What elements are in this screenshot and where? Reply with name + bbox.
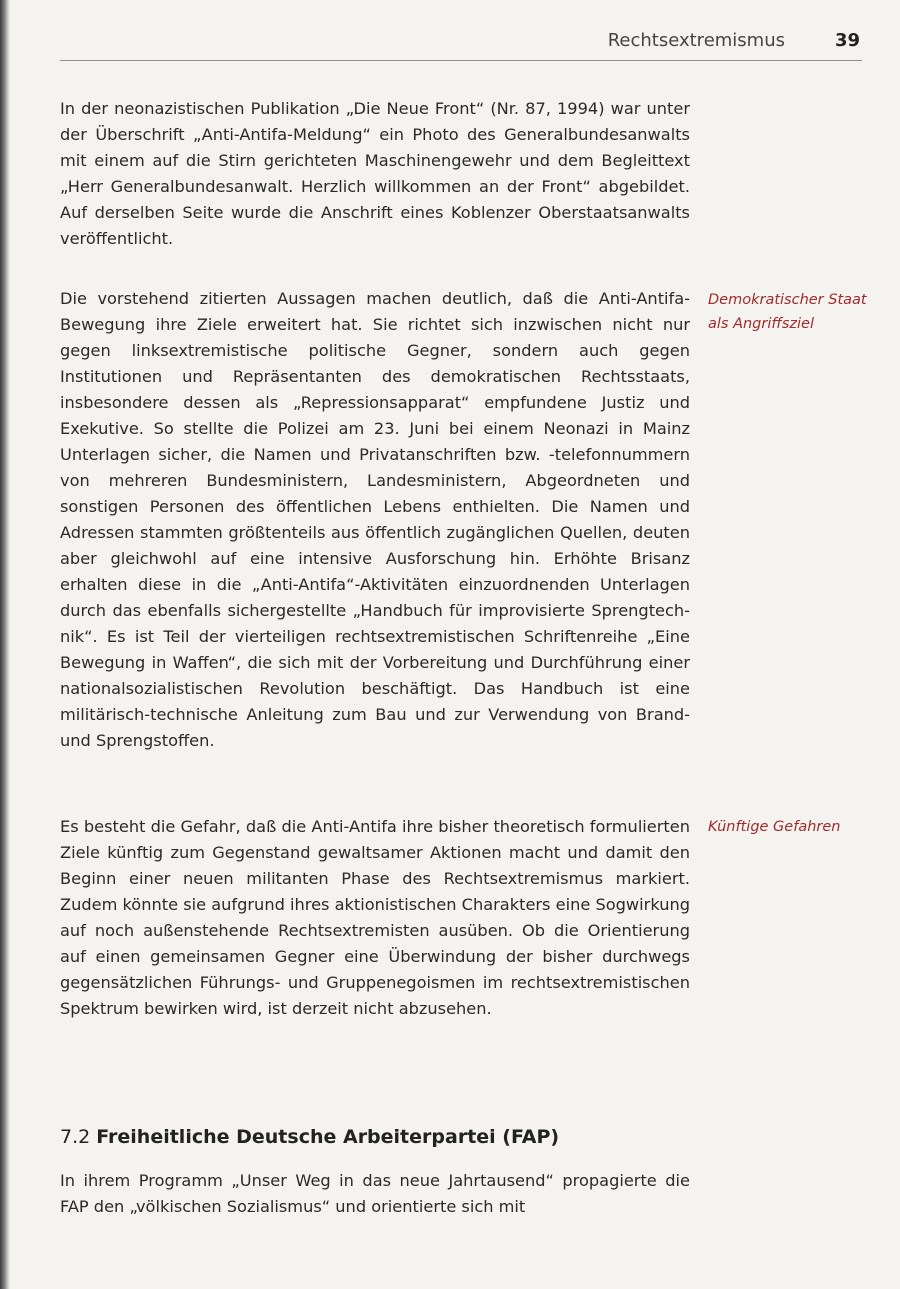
paragraph-text: Es besteht die Gefahr, daß die Anti-Antifa ihre bisher theoretisch formulierten Ziele künftig zum Gegenstand gewaltsamer Aktionen macht und damit den Beginn einer neuen militanten Phase des Rechtsextremismus markiert. Zudem könnte sie aufgrund ihres aktionistischen Charakters eine Sogwirkung auf noch außenstehende Rechtsextremisten ausüben. Ob die Orientierung auf einen gemeinsamen Gegner eine Überwindung der bisher durchwegs gegensätzlichen Führungs- und Gruppenegoismen im rechtsextremistischen Spektrum bewirken wird, ist derzeit nicht abzusehen. bbox=[60, 817, 690, 1018]
section-heading bbox=[60, 1126, 559, 1148]
running-title: Rechtsextremismus bbox=[607, 30, 785, 51]
paragraph-1 bbox=[60, 96, 690, 252]
page-header bbox=[60, 30, 860, 56]
paragraph-text: In der neonazistischen Publikation „Die Neue Front“ (Nr. 87, 1994) war unter der Überschrift „Anti-Antifa-Meldung“ ein Photo des Generalbundesanwalts mit einem auf die Stirn gerichteten Maschinengewehr und dem Begleittext „Herr Generalbundesanwalt. Herzlich willkommen an der Front“ abgebildet. Auf derselben Seite wurde die Anschrift eines Koblenzer Oberstaatsanwalts veröffentlicht. bbox=[60, 99, 690, 248]
paragraph-4 bbox=[60, 1168, 690, 1220]
paragraph-3 bbox=[60, 814, 690, 1022]
paragraph-text: In ihrem Programm „Unser Weg in das neue Jahrtausend“ propagierte die FAP den „völkischen Sozialismus“ und orientierte sich mit bbox=[60, 1171, 690, 1216]
margin-note-future-dangers: Künftige Gefahren bbox=[708, 819, 841, 835]
book-spine-shadow bbox=[0, 0, 10, 1289]
paragraph-2 bbox=[60, 286, 690, 754]
section-title: Freiheitliche Deutsche Arbeiterpartei (FAP) bbox=[96, 1126, 560, 1148]
page-number: 39 bbox=[834, 30, 860, 51]
margin-note-democratic-state: Demokratischer Staat als Angriffsziel bbox=[708, 292, 867, 332]
header-rule bbox=[60, 60, 862, 61]
paragraph-text: Die vorstehend zitierten Aussagen machen deutlich, daß die Anti-Antifa-Bewegung ihre Ziele erweitert hat. Sie richtet sich inzwischen nicht nur gegen linksextremistische politische Gegner, sondern auch gegen Institutionen und Repräsentanten des demokratischen Rechtsstaats, insbesondere dessen als „Repressionsapparat“ empfundene Justiz und Exekutive. So stellte die Polizei am 23. Juni bei einem Neonazi in Mainz Unterlagen sicher, die Namen und Privatanschriften bzw. -telefonnummern von mehreren Bundesministern, Landesministern, Abgeordneten und sonstigen Personen des öffentlichen Lebens enthielten. Die Namen und Adressen stammten größtenteils aus öffentlich zugänglichen Quellen, deuten aber gleichwohl auf eine intensive Ausforschung hin. Erhöhte Brisanz erhalten diese in die „Anti-Antifa“-Aktivitäten einzuordnenden Unterlagen durch das ebenfalls sichergestellte „Handbuch für improvisierte Sprengtechnik“. Es ist Teil der vierteiligen rechtsextremistischen Schriftenreihe „Eine Bewegung in Waffen“, die sich mit der Vorbereitung und Durchführung einer nationalsozialistischen Revolution beschäftigt. Das Handbuch ist eine militärisch-technische Anleitung zum Bau und zur Verwendung von Brand- und Sprengstoffen. bbox=[60, 289, 690, 750]
section-number: 7.2 bbox=[60, 1126, 91, 1148]
